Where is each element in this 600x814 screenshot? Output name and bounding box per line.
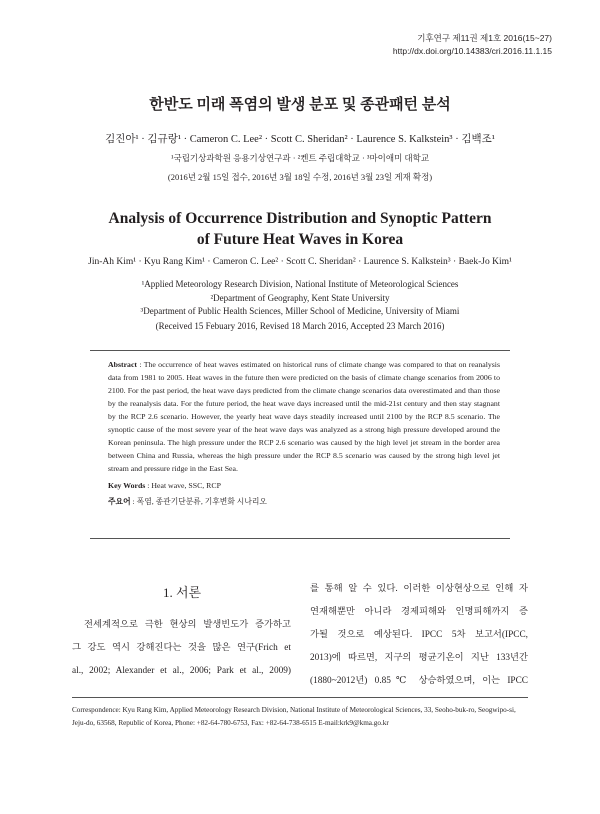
affiliation-3: ³Department of Public Health Sciences, Miller School of Medicine, University of Miami	[140, 306, 460, 316]
english-title	[40, 208, 560, 250]
keywords	[108, 481, 500, 490]
korean-dates: (2016년 2월 15일 접수, 2016년 3월 18일 수정, 2016년 3월 23일 게재 확정)	[167, 172, 433, 182]
english-affiliations	[0, 278, 600, 319]
abstract-label: Abstract	[108, 360, 138, 369]
affiliation-2: ²Department of Geography, Kent State University	[210, 292, 390, 303]
journal-header	[393, 32, 552, 58]
english-authors: Jin-Ah Kim¹ · Kyu Rang Kim¹ · Cameron C. Lee² · Scott C. Sheridan² · Laurence S. Kalkstein³ · Baek-Jo Kim¹	[88, 257, 512, 267]
korean-keywords-text: : 폭염, 종관기단분류, 기후변화 시나리오	[130, 497, 267, 506]
correspondence-footnote: Correspondence: Kyu Rang Kim, Applied Meteorology Research Division, National Institute of Meteorological Sciences, 33, Seoho-buk-ro, Seogwipo-si, Jeju-do, 63568, Republic of Korea, Phone: +82-64-780-6753, Fax: +82-64-738-6515 E-mail:krk9@kma.go.kr	[72, 697, 528, 729]
korean-title: 한반도 미래 폭염의 발생 분포 및 종관패턴 분석	[149, 97, 451, 113]
body-column-right	[310, 578, 528, 693]
english-title-line-1: Analysis of Occurrence Distribution and Synoptic Pattern	[108, 210, 492, 227]
body-line: 그 강도 역시 강해진다는 것을 많은 연구(Frich et	[72, 643, 291, 653]
affiliation-1: ¹Applied Meteorology Research Division, National Institute of Meteorological Sciences	[141, 279, 459, 289]
abstract	[108, 358, 500, 475]
abstract-box	[90, 350, 510, 539]
body-line: 가될 것으로 예상된다. IPCC 5차 보고서(IPCC,	[310, 630, 528, 640]
korean-affiliations: ¹국립기상과학원 응용기상연구과 · ²켄트 주립대학교 · ³마이애미 대학교	[170, 153, 430, 163]
korean-keywords-label: 주요어	[108, 497, 131, 506]
keywords-label: Key Words	[108, 481, 146, 490]
korean-authors: 김진아¹ · 김규랑¹ · Cameron C. Lee² · Scott C. Sheridan² · Laurence S. Kalkstein³ · 김백조¹	[105, 134, 495, 145]
abstract-text: : The occurrence of heat waves estimated on historical runs of climate change was compared to that on reanalysis data from 1981 to 2005. Heat waves in the future then were predicted on the basis of climate change scenarios from 2006 to 2100. For the past period, the heat wave days predicted from the climate change scenarios data overestimated and than those by the reanalysis data. For the future period, the heat wave days increased until the mid-21st century and then stay stagnant by the RCP 2.6 scenario. However, the yearly heat wave days steadily increased until 2100 by the RCP 8.5 scenario. The synoptic cause of the most severe year of the heat wave days was analyzed as a strong high pressure developed around the Korean peninsula. The high pressure under the RCP 2.6 scenario was caused by the high level jet stream in the border area between China and Russia, whereas the high pressure under the RCP 8.5 scenario was caused by the strong high level jet stream and pressure ridge in the East Sea.	[108, 360, 500, 473]
english-title-line-2: of Future Heat Waves in Korea	[196, 231, 404, 248]
received-dates: (Received 15 Febuary 2016, Revised 18 March 2016, Accepted 23 March 2016)	[155, 321, 445, 331]
body-line: (1880~2012년) 0.85℃ 상승하였으며, 이는 IPCC	[310, 676, 528, 686]
body-line: 전세계적으로 극한 현상의 발생빈도가 증가하고	[84, 620, 291, 630]
section-heading: 1. 서론	[162, 585, 202, 600]
body-line: al., 2002; Alexander et al., 2006; Park et al., 2009)	[72, 666, 291, 676]
body-line: 2013)에 따르면, 지구의 평균기온이 지난 133년간	[310, 653, 528, 663]
body-column-left	[72, 614, 291, 683]
body-line: 를 통해 알 수 있다. 이러한 이상현상으로 인해 자	[310, 584, 528, 594]
keywords-text: : Heat wave, SSC, RCP	[145, 481, 221, 490]
korean-keywords	[108, 496, 500, 507]
doi-link[interactable]: http://dx.doi.org/10.14383/cri.2016.11.1.15	[392, 46, 552, 56]
body-line: 연재해뿐만 아니라 경제피해와 인명피해까지 증	[310, 607, 528, 617]
journal-citation: 기후연구 제11권 제1호 2016(15~27)	[417, 33, 552, 43]
